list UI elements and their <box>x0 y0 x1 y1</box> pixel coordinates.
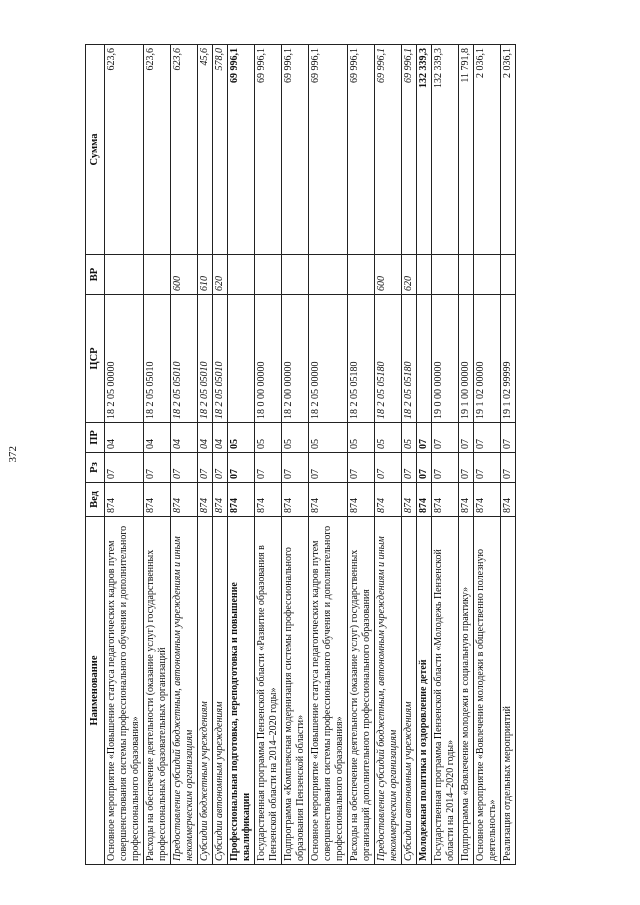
cell-name: Предоставление субсидий бюджетным, автономным учреждениям и иным некоммерческим организациям <box>171 517 198 865</box>
cell-name: Профессиональная подготовка, переподготовка и повышение квалификации <box>228 517 255 865</box>
cell-name: Субсидии автономным учреждениям <box>213 517 228 865</box>
table-header-row <box>86 45 105 865</box>
cell-vr: 620 <box>213 255 228 295</box>
cell-vr <box>228 255 255 295</box>
cell-name: Подпрограмма «Вовлечение молодежи в социальную практику» <box>459 517 474 865</box>
cell-vr <box>432 255 459 295</box>
table-row <box>171 45 198 865</box>
cell-sum: 578,0 <box>213 45 228 255</box>
table-row <box>501 45 516 865</box>
cell-pr: 07 <box>501 423 516 453</box>
cell-sum: 69 996,1 <box>348 45 375 255</box>
cell-rz: 07 <box>348 453 375 483</box>
cell-ved: 874 <box>171 483 198 517</box>
cell-name: Расходы на обеспечение деятельности (оказание услуг) государственных профессиональных образовательных организаций <box>144 517 171 865</box>
cell-ved: 874 <box>375 483 402 517</box>
table-row <box>375 45 402 865</box>
table-row <box>348 45 375 865</box>
cell-ved: 874 <box>144 483 171 517</box>
cell-name: Молодежная политика и оздоровление детей <box>417 517 432 865</box>
cell-pr: 05 <box>348 423 375 453</box>
cell-rz: 07 <box>501 453 516 483</box>
cell-sum: 69 996,1 <box>402 45 417 255</box>
cell-sum: 132 339,3 <box>432 45 459 255</box>
cell-ved: 874 <box>309 483 348 517</box>
table-row <box>213 45 228 865</box>
table-row <box>105 45 144 865</box>
table-row <box>282 45 309 865</box>
cell-vr <box>144 255 171 295</box>
cell-rz: 07 <box>213 453 228 483</box>
cell-pr: 05 <box>402 423 417 453</box>
cell-rz: 07 <box>417 453 432 483</box>
cell-ved: 874 <box>255 483 282 517</box>
cell-pr: 04 <box>171 423 198 453</box>
cell-vr <box>309 255 348 295</box>
header-sum: Сумма <box>86 45 105 255</box>
header-csr: ЦСР <box>86 295 105 423</box>
cell-vr <box>282 255 309 295</box>
table-body <box>105 45 516 865</box>
table-row <box>459 45 474 865</box>
cell-pr: 07 <box>459 423 474 453</box>
cell-vr: 600 <box>375 255 402 295</box>
header-vr: ВР <box>86 255 105 295</box>
cell-rz: 07 <box>144 453 171 483</box>
cell-pr: 05 <box>282 423 309 453</box>
cell-ved: 874 <box>348 483 375 517</box>
table-row <box>198 45 213 865</box>
cell-rz: 07 <box>228 453 255 483</box>
cell-ved: 874 <box>105 483 144 517</box>
cell-csr: 19 1 02 99999 <box>501 295 516 423</box>
cell-rz: 07 <box>105 453 144 483</box>
cell-vr <box>348 255 375 295</box>
cell-sum: 132 339,3 <box>417 45 432 255</box>
cell-vr: 610 <box>198 255 213 295</box>
cell-pr: 04 <box>198 423 213 453</box>
table-row <box>474 45 501 865</box>
cell-name: Государственная программа Пензенской области «Развитие образования в Пензенской области на 2014–2020 годы» <box>255 517 282 865</box>
cell-csr: 18 2 05 05010 <box>213 295 228 423</box>
cell-vr: 620 <box>402 255 417 295</box>
cell-rz: 07 <box>171 453 198 483</box>
cell-csr: 18 2 05 00000 <box>309 295 348 423</box>
cell-csr: 18 2 05 05180 <box>402 295 417 423</box>
cell-rz: 07 <box>402 453 417 483</box>
cell-ved: 874 <box>474 483 501 517</box>
cell-sum: 69 996,1 <box>309 45 348 255</box>
cell-vr <box>501 255 516 295</box>
cell-csr: 18 2 05 05180 <box>375 295 402 423</box>
cell-name: Государственная программа Пензенской области «Молодежь Пензенской области на 2014–2020 годы» <box>432 517 459 865</box>
cell-name: Субсидии бюджетным учреждениям <box>198 517 213 865</box>
cell-ved: 874 <box>282 483 309 517</box>
cell-sum: 69 996,1 <box>375 45 402 255</box>
cell-csr: 18 2 05 05010 <box>171 295 198 423</box>
cell-pr: 04 <box>105 423 144 453</box>
cell-name: Предоставление субсидий бюджетным, автономным учреждениям и иным некоммерческим организациям <box>375 517 402 865</box>
cell-ved: 874 <box>213 483 228 517</box>
cell-csr: 18 0 00 00000 <box>255 295 282 423</box>
cell-name: Субсидии автономным учреждениям <box>402 517 417 865</box>
cell-csr: 18 2 05 05010 <box>144 295 171 423</box>
cell-name: Реализация отдельных мероприятий <box>501 517 516 865</box>
cell-pr: 05 <box>228 423 255 453</box>
cell-pr: 05 <box>255 423 282 453</box>
cell-sum: 623,6 <box>171 45 198 255</box>
cell-ved: 874 <box>432 483 459 517</box>
cell-ved: 874 <box>198 483 213 517</box>
cell-name: Основное мероприятие «Повышение статуса педагогических кадров путем совершенствования системы профессионального обучения и дополнительного профессионального образования» <box>105 517 144 865</box>
cell-csr: 18 2 05 05180 <box>348 295 375 423</box>
cell-name: Расходы на обеспечение деятельности (оказание услуг) государственных организаций дополнительного профессионального образования <box>348 517 375 865</box>
cell-name: Основное мероприятие «Повышение статуса педагогических кадров путем совершенствования системы профессионального обучения и дополнительного профессионального образования» <box>309 517 348 865</box>
cell-sum: 11 791,8 <box>459 45 474 255</box>
cell-csr: 19 0 00 00000 <box>432 295 459 423</box>
cell-pr: 05 <box>375 423 402 453</box>
cell-sum: 2 036,1 <box>501 45 516 255</box>
cell-csr: 19 1 02 00000 <box>474 295 501 423</box>
cell-name: Основное мероприятие «Вовлечение молодежи в общественно полезную деятельность» <box>474 517 501 865</box>
cell-rz: 07 <box>459 453 474 483</box>
cell-sum: 2 036,1 <box>474 45 501 255</box>
page-number: 372 <box>7 446 19 463</box>
cell-csr: 18 2 05 05010 <box>198 295 213 423</box>
header-ved: Вед <box>86 483 105 517</box>
cell-rz: 07 <box>309 453 348 483</box>
cell-ved: 874 <box>228 483 255 517</box>
cell-csr <box>228 295 255 423</box>
cell-rz: 07 <box>375 453 402 483</box>
cell-pr: 04 <box>144 423 171 453</box>
table-row <box>144 45 171 865</box>
cell-sum: 45,6 <box>198 45 213 255</box>
cell-csr: 19 1 00 00000 <box>459 295 474 423</box>
cell-sum: 69 996,1 <box>228 45 255 255</box>
cell-csr: 18 2 05 00000 <box>105 295 144 423</box>
cell-rz: 07 <box>474 453 501 483</box>
cell-csr: 18 2 00 00000 <box>282 295 309 423</box>
table-row <box>255 45 282 865</box>
cell-sum: 623,6 <box>144 45 171 255</box>
rotated-table-area <box>85 45 555 865</box>
cell-pr: 07 <box>417 423 432 453</box>
cell-vr: 600 <box>171 255 198 295</box>
cell-rz: 07 <box>255 453 282 483</box>
cell-vr <box>105 255 144 295</box>
table-row <box>417 45 432 865</box>
cell-vr <box>474 255 501 295</box>
cell-vr <box>459 255 474 295</box>
cell-sum: 69 996,1 <box>282 45 309 255</box>
cell-pr: 07 <box>474 423 501 453</box>
cell-rz: 07 <box>282 453 309 483</box>
header-rz: Рз <box>86 453 105 483</box>
cell-ved: 874 <box>402 483 417 517</box>
table-row <box>402 45 417 865</box>
cell-rz: 07 <box>432 453 459 483</box>
table-row <box>309 45 348 865</box>
header-name: Наименование <box>86 517 105 865</box>
cell-csr <box>417 295 432 423</box>
cell-vr <box>255 255 282 295</box>
cell-rz: 07 <box>198 453 213 483</box>
cell-pr: 05 <box>309 423 348 453</box>
cell-vr <box>417 255 432 295</box>
cell-ved: 874 <box>459 483 474 517</box>
cell-ved: 874 <box>501 483 516 517</box>
cell-name: Подпрограмма «Комплексная модернизация системы профессионального образования Пензенской области» <box>282 517 309 865</box>
cell-pr: 04 <box>213 423 228 453</box>
cell-sum: 623,6 <box>105 45 144 255</box>
table-row <box>432 45 459 865</box>
header-pr: ПР <box>86 423 105 453</box>
budget-table <box>85 44 516 865</box>
cell-pr: 07 <box>432 423 459 453</box>
cell-sum: 69 996,1 <box>255 45 282 255</box>
table-row <box>228 45 255 865</box>
cell-ved: 874 <box>417 483 432 517</box>
